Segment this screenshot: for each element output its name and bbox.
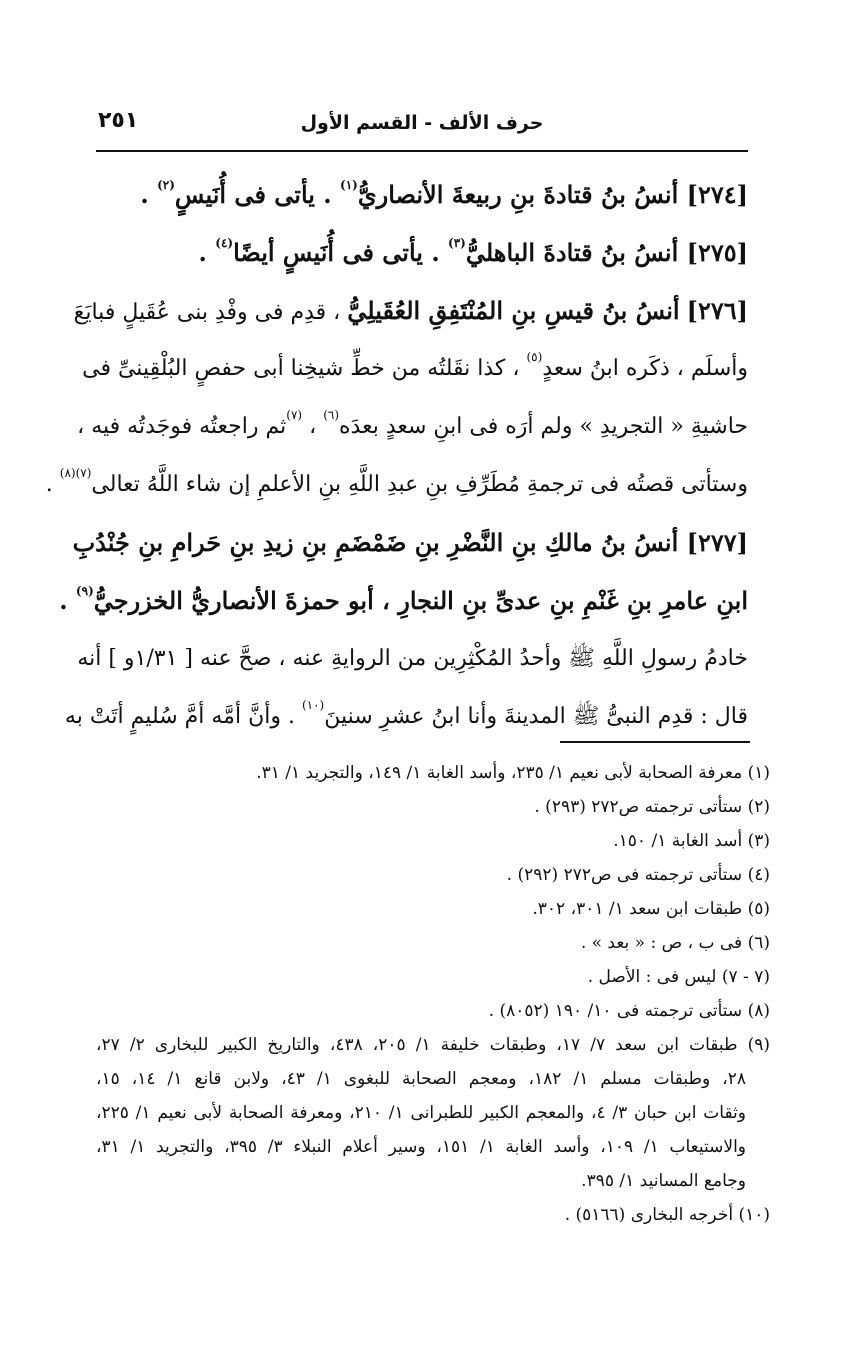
footnotes [96,756,770,1232]
footnote-4: (٤) ستأتى ترجمته فى ص٢٧٢ (٢٩٢) . [506,865,770,885]
footnote-marker: (٧)(٨) [59,466,92,480]
footnote-marker: (٥) [526,350,543,364]
entry-end: . [45,472,53,497]
entry-276-line-2 [82,340,748,398]
header-title: حرف الألف - القسم الأول [300,112,544,134]
entry-274 [96,166,748,224]
entry-number: [٢٧٧] [686,528,748,557]
footnote-9-continued: والاستيعاب ١/ ١٠٩، وأسد الغابة ١/ ١٥١، وسير أعلام النبلاء ٣/ ٣٩٥، والتجريد ١/ ٣١، [96,1137,747,1157]
entry-text: . وأنَّ أمَّه أمَّ سُليمٍ أتَتْ به [64,704,295,729]
entry-276-line-3 [77,398,748,456]
entry-text: وستأتى قصتُه فى ترجمةِ مُطَرِّفِ بنِ عبدِ اللَّهِ بنِ الأعلمِ إن شاء اللَّهُ تعالى [91,472,748,497]
entry-number: [٢٧٦] [686,296,748,325]
entry-277-line-4 [64,688,748,746]
entry-end: . [140,180,149,209]
entry-277-line-2 [59,572,748,630]
entry-text: ، كذا نقَلتُه من خطِّ شيخِنا أبى حفصٍ البُلْقِينىِّ فى [82,356,520,381]
entry-text: ، قدِم فى وفْدِ بنى عُقَيلٍ فبايَعَ [73,300,341,325]
entry-number: [٢٧٥] [686,238,748,267]
footnote-marker: (١) [340,178,358,192]
footnote-10: (١٠) أخرجه البخارى (٥١٦٦) . [564,1205,770,1225]
footnote-9-continued: ٢٨، وطبقات مسلم ١/ ١٨٢، ومعجم الصحابة للبغوى ١/ ٤٣، ولابن قانع ١/ ١٤، ١٥، [96,1069,746,1089]
entry-text: قال : قدِم النبىُّ ﷺ المدينةَ وأنا ابنُ عشرِ سنينَ [324,704,748,729]
person-name: أنسُ بنُ قتادةَ بنِ ربيعةَ الأنصاريُّ [357,180,679,209]
footnote-3: (٣) أسد الغابة ١/ ١٥٠. [613,831,770,851]
entry-277-line-3 [77,630,748,688]
person-name: أنسُ بنُ مالكِ بنِ النَّضْرِ بنِ ضَمْضَمِ بنِ زيدِ بنِ حَرامِ بنِ جُنْدُبِ [72,528,679,557]
footnote-5: (٥) طبقات ابن سعد ١/ ٣٠١، ٣٠٢. [532,899,770,919]
footnote-1: (١) معرفة الصحابة لأبى نعيم ١/ ٢٣٥، وأسد الغابة ١/ ١٤٩، والتجريد ١/ ٣١. [256,763,770,783]
entry-text: خادمُ رسولِ اللَّهِ ﷺ وأحدُ المُكْثِرِين من الروايةِ عنه ، صحَّ عنه [ ١/٣١و ] أنه [77,646,748,671]
entry-text: وأسلَم ، ذكَره ابنُ سعدٍ [542,356,748,381]
entry-number: [٢٧٤] [686,180,748,209]
entry-276-line-4 [45,456,748,514]
footnote-9-continued: وثقات ابن حبان ٣/ ٤، والمعجم الكبير للطبرانى ١/ ٢١٠، ومعرفة الصحابة لأبى نعيم ١/ ٢٢٥، [96,1103,746,1123]
footnote-marker: (١٠) [301,698,325,712]
footnote-marker: (٦) [323,408,340,422]
footnote-marker: (٧) [286,408,303,422]
footnote-marker: (٣) [448,236,466,250]
footnote-marker: (٤) [215,236,234,250]
person-name: أنسُ بنُ قتادةَ الباهليُّ [465,238,679,267]
header-divider [96,150,748,152]
footnote-7: (٧ - ٧) ليس فى : الأصل . [587,967,770,987]
page-number: ٢٥١ [98,108,139,133]
footnote-9: (٩) طبقات ابن سعد ٧/ ١٧، وطبقات خليفة ١/ ٢٠٥، ٤٣٨، والتاريخ الكبير للبخارى ٢/ ٢٧، [96,1035,770,1055]
footnote-2: (٢) ستأتى ترجمته ص٢٧٢ (٢٩٣) . [534,797,770,817]
footnote-divider [560,741,750,743]
entry-end: . [198,238,207,267]
entry-275 [96,224,748,282]
footnote-marker: (٩) [75,584,94,598]
entry-text: . يأتى فى أُنَيسٍ أيضًا [233,238,440,267]
entry-text: . يأتى فى أُنَيسٍ [174,180,332,209]
entry-276-line-1 [73,282,748,340]
person-name: أنسُ بنُ قيسِ بنِ المُنْتَفِقِ العُقَيلِيُّ [347,296,680,325]
footnote-6: (٦) فى ب ، ص : « بعد » . [580,933,770,953]
running-header [96,108,748,148]
person-name: ابنِ عامرِ بنِ غَنْمِ بنِ عدىِّ بنِ النجارِ ، أبو حمزةَ الأنصاريُّ الخزرجيُّ [93,586,748,615]
main-text [45,166,748,746]
footnote-9-continued: وجامع المسانيد ١/ ٣٩٥. [581,1171,746,1191]
entry-text: ، [309,414,317,439]
footnote-marker: (٢) [157,178,175,192]
entry-277-line-1 [72,514,748,572]
entry-text: حاشيةِ « التجريدِ » ولم أرَه فى ابنِ سعدٍ بعدَه [339,414,748,439]
entry-text: ثم راجعتُه فوجَدتُه فيه ، [77,414,287,439]
entry-end: . [59,586,68,615]
footnote-8: (٨) ستأتى ترجمته فى ١٠/ ١٩٠ (٨٠٥٢) . [488,1001,770,1021]
